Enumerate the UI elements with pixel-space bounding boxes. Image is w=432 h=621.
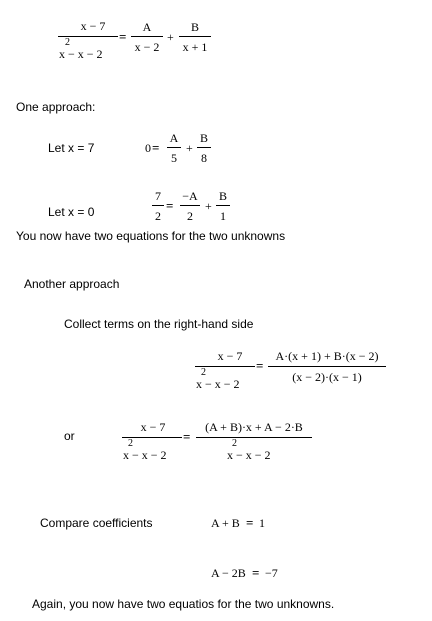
- equals-sign: =: [252, 565, 260, 580]
- equals-sign: =: [256, 358, 264, 373]
- fraction-bar: [179, 36, 211, 37]
- equals-sign: =: [166, 198, 174, 213]
- lhs-numerator: x − 7: [217, 349, 243, 363]
- coef2-lhs: A − 2B: [211, 566, 246, 580]
- plus-sign: +: [205, 199, 212, 213]
- rhs-numerator: (A + B)·x + A − 2·B: [205, 420, 303, 434]
- rhs-numerator: A·(x + 1) + B·(x − 2): [275, 349, 379, 363]
- lhs-numerator: 7: [155, 189, 161, 203]
- exponent: 2: [232, 438, 237, 449]
- exponent: 2: [128, 438, 133, 449]
- heading-another-approach: Another approach: [24, 277, 120, 291]
- exponent: 2: [201, 367, 206, 378]
- fraction-bar: [216, 205, 230, 206]
- eq1-lhs-numerator: x − 7: [80, 19, 106, 33]
- let-x-0-label: Let x = 0: [48, 205, 95, 219]
- conclusion-two: Again, you now have two equatios for the two unknowns.: [32, 597, 335, 611]
- lhs-denominator: 2: [155, 209, 161, 223]
- equals-sign: =: [152, 140, 160, 155]
- eq1-term2-denominator: x + 1: [182, 40, 208, 54]
- eq1-term1-numerator: A: [142, 20, 152, 34]
- term1-numerator: A: [169, 131, 179, 145]
- equals-sign: =: [183, 429, 191, 444]
- exponent: 2: [65, 37, 70, 48]
- equals-sign: =: [119, 29, 127, 44]
- eq1-term2-numerator: B: [190, 20, 199, 34]
- term2-denominator: 8: [201, 151, 207, 165]
- term1-numerator: −A: [182, 189, 198, 203]
- lhs-denominator: x − x − 2: [196, 377, 240, 391]
- eq1-lhs-denominator: x − x − 2: [59, 47, 103, 61]
- fraction-bar: [131, 36, 163, 37]
- coef1-rhs: 1: [259, 516, 265, 530]
- term1-denominator: 2: [187, 209, 193, 223]
- coef1-lhs: A + B: [211, 516, 240, 530]
- equals-sign: =: [246, 515, 254, 530]
- fraction-bar: [197, 147, 211, 148]
- plus-sign: +: [186, 141, 193, 155]
- lhs-denominator: x − x − 2: [123, 448, 167, 462]
- fraction-bar: [268, 366, 386, 367]
- term2-denominator: 1: [220, 209, 226, 223]
- term1-denominator: 5: [171, 151, 177, 165]
- lhs-value: 0: [145, 141, 151, 155]
- term2-numerator: B: [199, 131, 208, 145]
- eq1-term1-denominator: x − 2: [134, 40, 160, 54]
- fraction-bar: [196, 437, 312, 438]
- let-x-7-label: Let x = 7: [48, 141, 95, 155]
- fraction-bar: [152, 205, 164, 206]
- heading-one-approach: One approach:: [16, 100, 96, 114]
- collect-terms-text: Collect terms on the right-hand side: [64, 317, 254, 331]
- fraction-bar: [167, 147, 181, 148]
- lhs-numerator: x − 7: [140, 420, 166, 434]
- compare-coefficients-text: Compare coefficients: [40, 516, 153, 530]
- fraction-bar: [180, 205, 200, 206]
- plus-sign: +: [167, 30, 174, 44]
- conclusion-one: You now have two equations for the two unknowns: [16, 229, 286, 243]
- or-label: or: [64, 429, 75, 443]
- coef2-rhs: −7: [265, 566, 278, 580]
- term2-numerator: B: [218, 189, 227, 203]
- rhs-denominator: (x − 2)·(x − 1): [292, 370, 362, 384]
- rhs-denominator: x − x − 2: [227, 448, 271, 462]
